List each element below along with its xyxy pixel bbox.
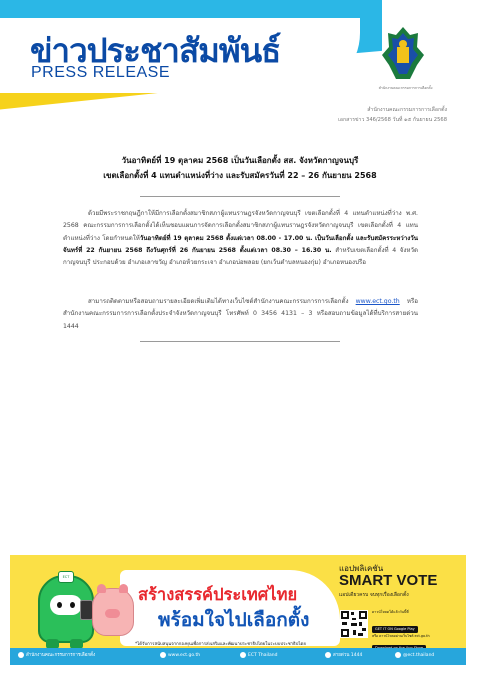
app-title: SMART VOTE [339,572,438,589]
footer-line-text: @ect.thailand [403,653,435,658]
paragraph-2-tail: หรือสำนักงานคณะกรรมการการเลือกตั้งประจำจังหวัดกาญจนบุรี โทรศัพท์ 0 3456 4131 – 3 หรือสอบถามข้อมูลได้ที่บริการสายด่วน 1444 [63,298,418,330]
footer-office [18,651,95,661]
divider-bottom [140,341,340,342]
globe-icon [160,652,166,658]
paragraph-1 [63,208,418,269]
ect-website-link[interactable]: www.ect.go.th [355,298,400,305]
paragraph-1-bold: วันอาทิตย์ที่ 19 ตุลาคม 2568 ตั้งแต่เวลา 08.00 - 17.00 น. เป็นวันเลือกตั้ง และรับสมัครระหว่างวันจันทร์ที่ 22 กันยายน 2568 ถึงวันศุกร์ที่ 26 กันยายน 2568 ตั้งแต่เวลา 08.30 – 16.30 น. [63,234,418,254]
ect-small-logo-icon [18,652,24,658]
paragraph-2-text: สามารถติดตามหรือสอบถามรายละเอียดเพิ่มเติมได้ทางเว็บไซต์สำนักงานคณะกรรมการการเลือกตั้ง [88,298,356,305]
banner-slogan-1: สร้างสรรค์ประเทศไทย [138,586,298,604]
phone-call-icon [325,652,331,658]
document-number: เอกสารข่าว 346/2568 วันที่ ๑๕ กันยายน 2568 [338,117,447,123]
paragraph-2 [63,296,418,333]
pig-snout [105,609,120,618]
mascot-eye-right [70,602,75,608]
mascot-face [50,595,82,615]
footer-web[interactable] [160,651,200,661]
google-play-button[interactable]: GET IT ON Google Play [372,626,418,633]
logo-caption: สำนักงานคณะกรรมการการเลือกตั้ง [378,86,433,90]
mascot-eye-left [57,602,62,608]
footer-line[interactable] [395,651,434,661]
footer-hotline[interactable] [325,651,362,661]
header-title-thai: ข่าวประชาสัมพันธ์ [30,32,281,69]
store-caption: ดาวน์โหลดได้แล้ววันนี้ที่ [372,610,409,614]
divider-top [140,196,340,197]
paragraph-1-tail: สำหรับเขตเลือกตั้งที่ 4 จังหวัดกาญจนบุรี ประกอบด้วย อำเภอเลาขวัญ อำเภอห้วยกระเจา อำเภอบ่อพลอย (ยกเว้นตำบลหนองกุ่ม) อำเภอหนองปรือ [63,246,418,267]
banner-slogan-2: พร้อมใจไปเลือกตั้ง [158,610,310,631]
app-label: แอปพลิเคชัน [339,564,384,573]
ect-logo-icon [380,25,426,83]
header-title-english: PRESS RELEASE [31,64,170,81]
pig-ear-right [119,584,128,593]
footer-facebook[interactable] [240,651,278,661]
paragraph-1-text: ด้วยมีพระราชกฤษฎีกาให้มีการเลือกตั้งสมาชิกสภาผู้แทนราษฎรจังหวัดกาญจนบุรี เขตเลือกตั้งที่ 4 แทนตำแหน่งที่ว่าง พ.ศ. 2568 คณะกรรมการการเลือกตั้งได้เห็นชอบแผนการจัดการเลือกตั้งสมาชิกสภาผู้แทนราษฎรจังหวัดกาญจนบุรี เขตเลือกตั้งที่ 4 แทนตำแหน่งที่ว่าง โดยกำหนดให้ [63,210,418,242]
issuing-office: สำนักงานคณะกรรมการการเลือกตั้ง [367,107,447,113]
pig-ear-left [97,584,106,593]
smart-vote-banner [10,540,466,665]
app-description: แอปเดียวครบ จบทุกเรื่องเลือกตั้ง [339,592,409,598]
store-note: หรือ ดาวน์โหลดผ่านเว็บไซต์ ect.go.th [372,634,430,638]
facebook-icon [240,652,246,658]
app-store-buttons [372,610,447,634]
footer-web-text: www.ect.go.th [168,653,201,658]
line-app-icon [395,652,401,658]
banner-fund-note: *ได้รับการสนับสนุนจากกองทุนเพื่อการส่งเสริมและพัฒนาประชาธิปไตยในระบบประชาธิปไตย [135,642,306,647]
piggy-mascot-icon [92,588,134,636]
footer-hotline-text: สายด่วน 1444 [333,653,363,658]
footer-facebook-text: ECT Thailand [248,653,278,658]
headline-line-1: วันอาทิตย์ที่ 19 ตุลาคม 2568 เป็นวันเลือกตั้ง สส. จังหวัดกาญจนบุรี [121,156,359,165]
mascot-badge: ECT [58,571,74,583]
headline [60,153,420,183]
footer-office-text: สำนักงานคณะกรรมการการเลือกตั้ง [26,653,96,658]
qr-code-icon[interactable] [340,610,368,638]
headline-line-2: เขตเลือกตั้งที่ 4 แทนตำแหน่งที่ว่าง และรับสมัครวันที่ 22 – 26 กันยายน 2568 [103,171,377,180]
